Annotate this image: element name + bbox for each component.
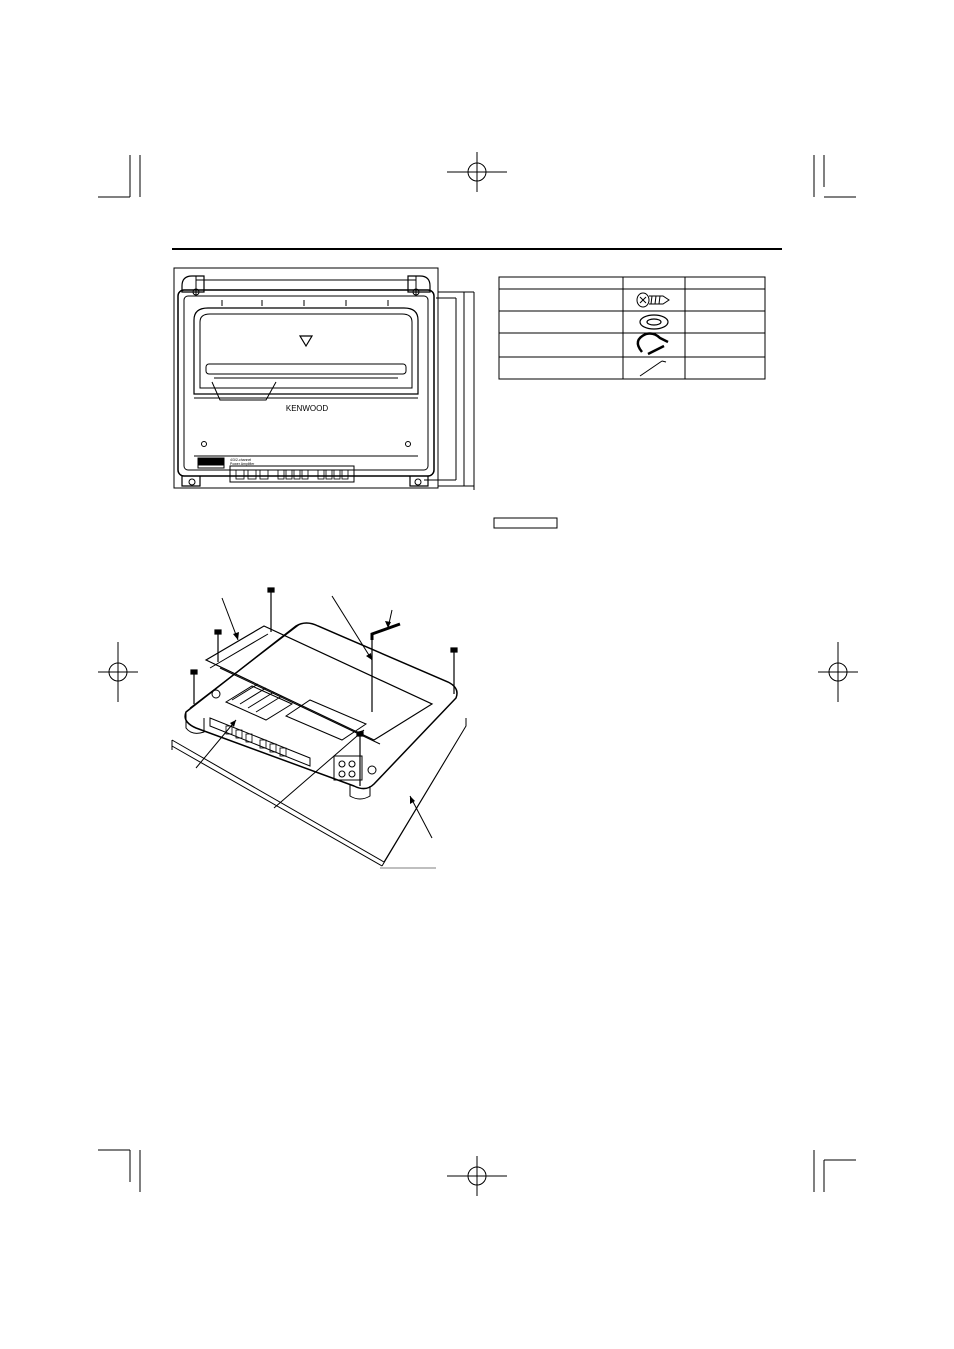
note-box <box>494 518 557 528</box>
amplifier-panel-line1: 4/3/2-channel <box>230 458 252 462</box>
tapping-screw-icon <box>637 293 669 307</box>
amplifier-brand: KENWOOD <box>285 404 329 413</box>
installation-diagram <box>172 588 466 868</box>
accessories-table <box>499 277 765 379</box>
amplifier-panel-line2: Power Amplifier <box>230 462 255 466</box>
amplifier-top-view <box>174 268 474 490</box>
cable-clamp-icon <box>638 334 668 355</box>
hex-wrench-icon <box>640 361 666 376</box>
arrowheads <box>230 621 415 804</box>
rubber-bushing-icon <box>640 315 668 329</box>
